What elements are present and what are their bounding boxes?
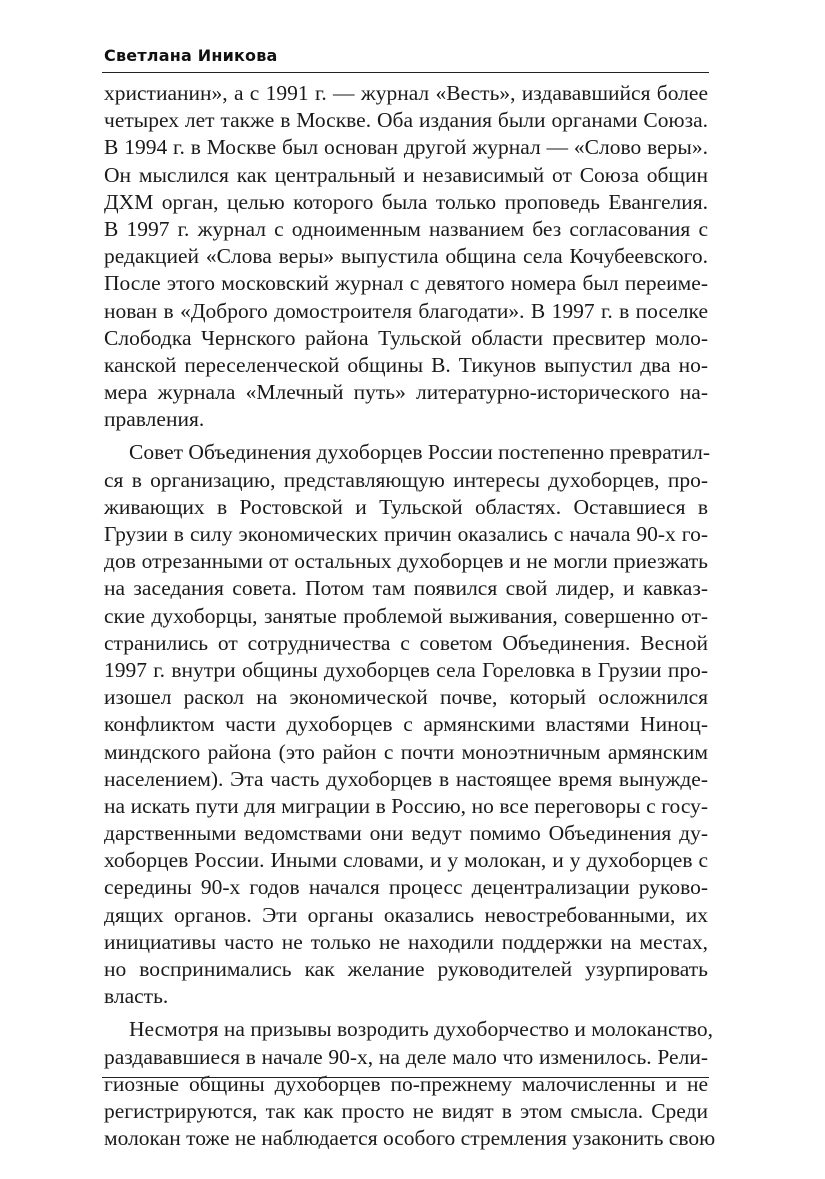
text-line: населением). Эта часть духоборцев в настоящее время вынужде- — [104, 766, 708, 791]
text-line: четырех лет также в Москве. Оба издания были органами Союза. — [104, 108, 708, 133]
text-line: раздававшиеся в начале 90-х, на деле мало что изменилось. Рели- — [104, 1044, 708, 1069]
text-line: ся в организацию, представляющую интересы духоборцев, про- — [104, 467, 708, 492]
text-line: правления. — [104, 407, 205, 432]
text-line: хоборцев России. Иными словами, и у молокан, и у духоборцев с — [104, 848, 708, 873]
text-line: странились от сотрудничества с советом Объединения. Весной — [104, 630, 708, 655]
text-line: конфликтом части духоборцев с армянскими властями Ниноц- — [104, 712, 708, 737]
text-line: Он мыслился как центральный и независимый от Союза общин — [104, 162, 708, 187]
text-line: В 1994 г. в Москве был основан другой журнал — «Слово веры». — [104, 135, 708, 160]
text-line: на искать пути для миграции в Россию, но все переговоры с госу- — [104, 793, 708, 818]
text-line: на заседания совета. Потом там появился свой лидер, и кавказ- — [104, 576, 708, 601]
running-head: Светлана Иникова — [104, 46, 278, 65]
text-line: середины 90-х годов начался процесс децентрализации руково- — [104, 875, 708, 900]
text-line: живающих в Ростовской и Тульской областях. Оставшиеся в — [104, 494, 708, 519]
body-text — [104, 80, 716, 1152]
text-line: власть. — [104, 984, 169, 1009]
text-line: Грузии в силу экономических причин оказались с начала 90-х го- — [104, 522, 708, 546]
text-line: мера журнала «Млечный путь» литературно-исторического на- — [104, 380, 708, 405]
text-line: 1997 г. внутри общины духоборцев села Гореловка в Грузии про- — [104, 657, 708, 682]
text-line: изошел раскол на экономической почве, который осложнился — [104, 685, 708, 710]
text-line: Несмотря на призывы возродить духоборчество и молоканство, — [129, 1017, 714, 1042]
footer-rule — [102, 1077, 709, 1078]
text-line: дарственными ведомствами они ведут помимо Объединения ду- — [104, 821, 708, 846]
text-line: дов отрезанными от остальных духоборцев и не могли приезжать — [104, 549, 708, 574]
text-line: нован в «Доброго домостроителя благодати». В 1997 г. в поселке — [104, 298, 708, 323]
text-line: но воспринимались как желание руководителей узурпировать — [104, 957, 708, 981]
text-line: христианин», а с 1991 г. — журнал «Весть», издававшийся более — [104, 81, 708, 105]
text-line: дящих органов. Эти органы оказались невостребованными, их — [104, 902, 708, 927]
text-line: ские духоборцы, занятые проблемой выживания, совершенно от- — [104, 603, 708, 628]
text-line: молокан тоже не наблюдается особого стремления узаконить свою — [104, 1126, 716, 1151]
paragraph — [104, 439, 711, 1010]
text-line: миндского района (это район с почти моноэтничным армянским — [104, 739, 708, 764]
text-line: редакцией «Слова веры» выпустила община села Кочубеевского. — [104, 244, 708, 269]
text-line: После этого московский журнал с девятого номера был переиме- — [104, 271, 708, 296]
text-line: ДХМ орган, целью которого была только проповедь Евангелия. — [104, 189, 708, 214]
paragraph — [104, 80, 708, 433]
text-line: гиозные общины духоборцев по-прежнему малочисленны и не — [104, 1071, 708, 1096]
text-line: регистрируются, так как просто не видят в этом смысла. Среди — [104, 1098, 708, 1123]
text-line: В 1997 г. журнал с одноименным названием без согласования с — [104, 216, 708, 241]
text-line: инициативы часто не только не находили поддержки на местах, — [104, 929, 708, 954]
text-line: Слободка Чернского района Тульской области пресвитер моло- — [104, 325, 708, 350]
text-line: канской переселенческой общины В. Тикунов выпустил два но- — [104, 352, 708, 377]
header-rule — [102, 72, 709, 73]
paragraph — [104, 1016, 716, 1152]
text-line: Совет Объединения духоборцев России постепенно превратил- — [129, 440, 711, 465]
